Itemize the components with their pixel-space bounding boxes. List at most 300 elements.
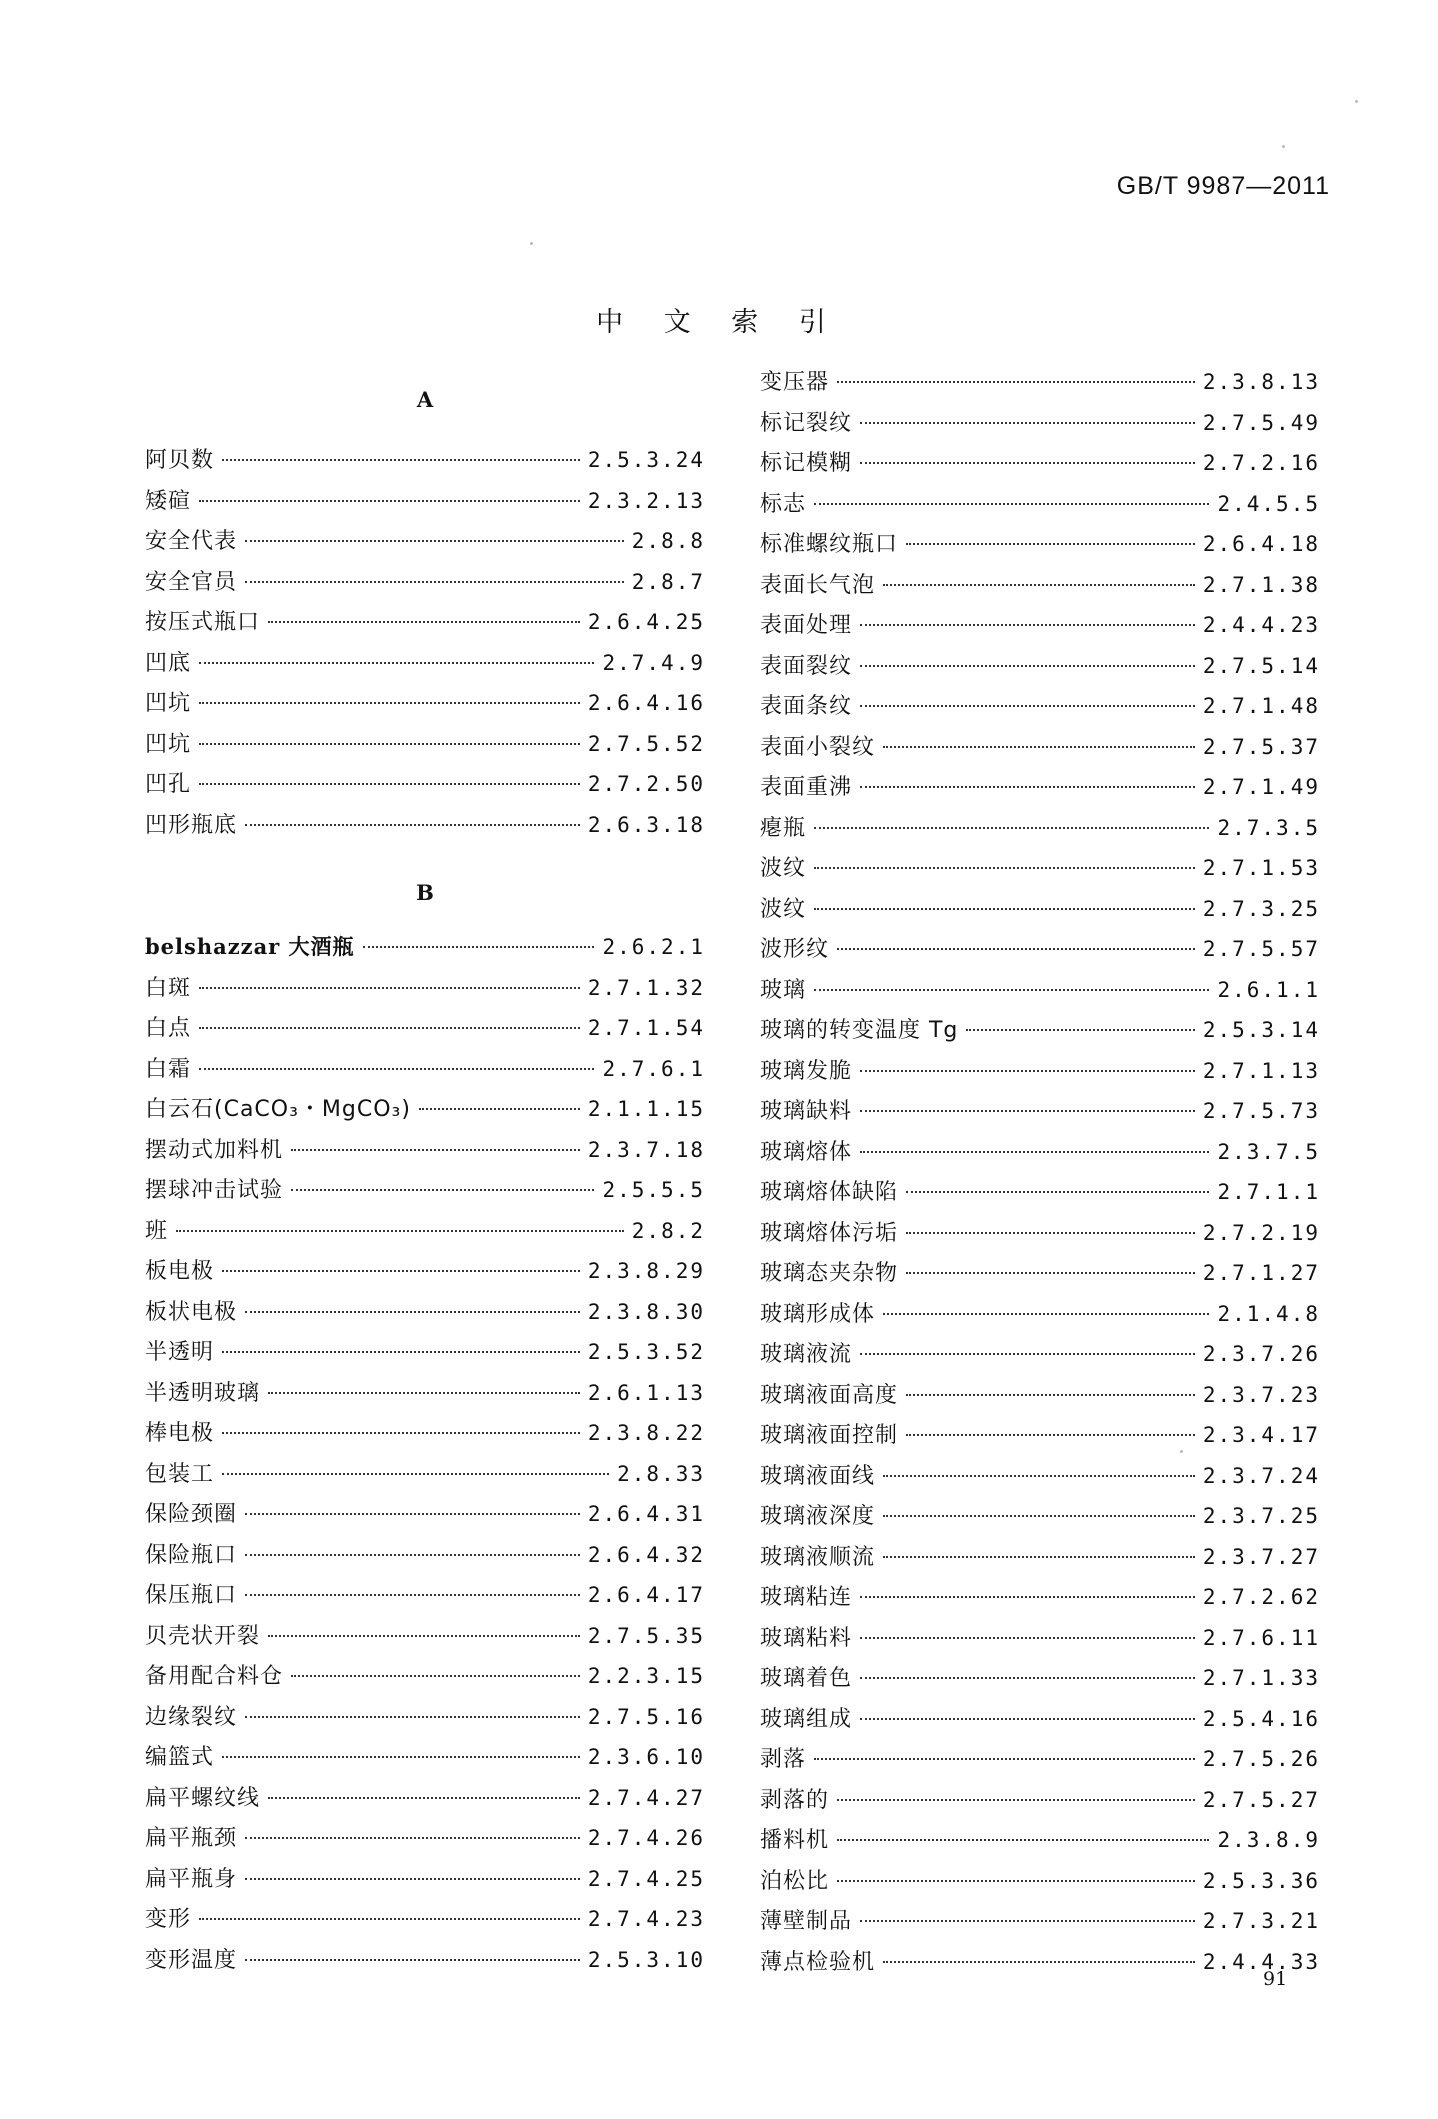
- index-term: 表面小裂纹: [760, 734, 876, 760]
- index-term: 波纹: [760, 896, 807, 922]
- dot-leader: [860, 1637, 1195, 1639]
- index-entry: [145, 1211, 705, 1252]
- clause-number: 2.7.5.14: [1202, 653, 1320, 678]
- index-entry: [760, 1901, 1320, 1942]
- clause-number: 2.5.3.52: [587, 1340, 705, 1364]
- index-entry: [760, 1213, 1320, 1254]
- index-term: 变形温度: [145, 1947, 238, 1973]
- clause-number: 2.8.2: [631, 1218, 705, 1243]
- dot-leader: [245, 1716, 580, 1718]
- index-term: 板电极: [145, 1259, 215, 1284]
- index-entry: [760, 362, 1320, 403]
- index-term: 标准螺纹瓶口: [760, 532, 899, 557]
- index-entry: [760, 1456, 1320, 1497]
- index-entry: [145, 968, 705, 1009]
- index-entry: [760, 1091, 1320, 1132]
- index-entry: [760, 1699, 1320, 1740]
- index-term: 凹坑: [145, 691, 192, 716]
- index-entry: [760, 889, 1320, 930]
- index-entry: [145, 1008, 705, 1049]
- clause-number: 2.7.5.26: [1202, 1747, 1320, 1771]
- index-term: 玻璃液面高度: [760, 1382, 899, 1408]
- index-entry: [760, 970, 1320, 1011]
- clause-number: 2.3.6.10: [587, 1745, 705, 1769]
- dot-leader: [814, 827, 1209, 829]
- index-term: 玻璃形成体: [760, 1301, 876, 1327]
- index-term: 表面重沸: [760, 775, 853, 800]
- dot-leader: [906, 543, 1195, 545]
- index-term: 矮碹: [145, 488, 192, 514]
- index-term: 玻璃的转变温度 Tg: [760, 1018, 959, 1043]
- index-term: 玻璃液面控制: [760, 1423, 899, 1448]
- clause-number: 2.7.3.5: [1217, 815, 1320, 840]
- index-entry: [145, 643, 705, 684]
- clause-number: 2.3.8.30: [587, 1299, 705, 1324]
- dot-leader: [883, 746, 1195, 748]
- clause-number: 2.3.7.27: [1202, 1544, 1320, 1569]
- index-entry: [145, 1413, 705, 1454]
- clause-number: 2.1.1.15: [587, 1097, 705, 1121]
- clause-number: 2.6.4.32: [587, 1542, 705, 1567]
- clause-number: 2.7.3.21: [1202, 1909, 1320, 1933]
- clause-number: 2.7.4.27: [587, 1785, 705, 1810]
- index-entry: [145, 1089, 705, 1130]
- dot-leader: [199, 743, 580, 745]
- clause-number: 2.6.4.25: [587, 610, 705, 634]
- index-term: 半透明玻璃: [145, 1380, 261, 1406]
- index-entry: [145, 927, 705, 968]
- clause-number: 2.7.4.25: [587, 1866, 705, 1891]
- clause-number: 2.6.2.1: [602, 935, 705, 959]
- clause-number: 2.7.1.38: [1202, 572, 1320, 597]
- dot-leader: [906, 1232, 1195, 1234]
- index-entry: [145, 1818, 705, 1859]
- dot-leader: [199, 662, 594, 664]
- index-entry: [760, 1496, 1320, 1537]
- dot-leader: [860, 1920, 1195, 1922]
- index-term: 安全官员: [145, 569, 238, 595]
- clause-number: 2.7.1.1: [1217, 1180, 1320, 1204]
- dot-leader: [245, 1837, 580, 1839]
- clause-number: 2.3.2.13: [587, 488, 705, 513]
- clause-number: 2.7.2.50: [587, 772, 705, 796]
- clause-number: 2.7.6.11: [1202, 1625, 1320, 1650]
- index-entry: [145, 1737, 705, 1778]
- index-entry: [145, 683, 705, 724]
- dot-leader: [245, 581, 624, 583]
- index-term: 波纹: [760, 856, 807, 881]
- clause-number: 2.7.5.57: [1202, 937, 1320, 961]
- index-entry: [145, 1454, 705, 1495]
- dot-leader: [199, 702, 580, 704]
- dot-leader: [860, 462, 1195, 464]
- dot-leader: [837, 1839, 1209, 1841]
- dot-leader: [199, 987, 580, 989]
- clause-number: 2.7.1.33: [1202, 1666, 1320, 1690]
- clause-number: 2.7.1.53: [1202, 856, 1320, 880]
- index-entry: [760, 1942, 1320, 1983]
- dot-leader: [860, 1110, 1195, 1112]
- index-term: 凹坑: [145, 731, 192, 757]
- clause-number: 2.3.7.5: [1217, 1139, 1320, 1164]
- dot-leader: [268, 1635, 580, 1637]
- index-entry: [760, 1618, 1320, 1659]
- index-term: 编篮式: [145, 1745, 215, 1770]
- index-entry: [760, 1172, 1320, 1213]
- section-a-entries: [145, 440, 705, 845]
- index-term: 班: [145, 1218, 169, 1244]
- index-entry: [145, 805, 705, 846]
- index-entry: [760, 565, 1320, 606]
- clause-number: 2.7.1.49: [1202, 775, 1320, 799]
- clause-number: 2.3.4.17: [1202, 1423, 1320, 1447]
- index-entry: [760, 1820, 1320, 1861]
- index-term: 玻璃发脆: [760, 1058, 853, 1084]
- index-term: 扁平螺纹线: [145, 1785, 261, 1811]
- index-column-right: [760, 362, 1320, 1982]
- index-term: 标记模糊: [760, 451, 853, 476]
- dot-leader: [860, 1151, 1209, 1153]
- index-term: 波形纹: [760, 937, 830, 962]
- dot-leader: [176, 1230, 624, 1232]
- scan-speck: [1282, 145, 1285, 148]
- clause-number: 2.8.33: [617, 1461, 705, 1486]
- section-letter-b: B: [416, 880, 434, 905]
- index-entry: [760, 1294, 1320, 1335]
- clause-number: 2.1.4.8: [1217, 1301, 1320, 1326]
- index-entry: [145, 1130, 705, 1171]
- clause-number: 2.3.7.24: [1202, 1463, 1320, 1488]
- index-term: 薄点检验机: [760, 1949, 876, 1975]
- clause-number: 2.7.4.23: [587, 1907, 705, 1931]
- dot-leader: [245, 1594, 580, 1596]
- index-term: 标记裂纹: [760, 410, 853, 436]
- dot-leader: [906, 1394, 1195, 1396]
- index-entry: [760, 848, 1320, 889]
- index-term: 备用配合料仓: [145, 1664, 284, 1689]
- clause-number: 2.7.5.37: [1202, 734, 1320, 759]
- clause-number: 2.3.7.26: [1202, 1342, 1320, 1366]
- dot-leader: [268, 621, 580, 623]
- index-entry: [145, 481, 705, 522]
- clause-number: 2.7.5.16: [587, 1704, 705, 1729]
- clause-number: 2.2.3.15: [587, 1664, 705, 1688]
- dot-leader: [906, 1272, 1195, 1274]
- index-term: 白云石(CaCO₃・MgCO₃): [145, 1097, 411, 1122]
- standard-code: GB/T 9987—2011: [1116, 172, 1330, 200]
- index-term: 白斑: [145, 975, 192, 1001]
- clause-number: 2.7.1.13: [1202, 1058, 1320, 1083]
- index-term: 边缘裂纹: [145, 1704, 238, 1730]
- dot-leader: [860, 1677, 1195, 1679]
- dot-leader: [966, 1029, 1194, 1031]
- dot-leader: [199, 1918, 580, 1920]
- clause-number: 2.6.4.17: [587, 1583, 705, 1607]
- clause-number: 2.5.5.5: [602, 1178, 705, 1202]
- index-entry: [145, 1778, 705, 1819]
- index-entry: [760, 1010, 1320, 1051]
- index-entry: [145, 764, 705, 805]
- dot-leader: [837, 1799, 1195, 1801]
- index-entry: [145, 1251, 705, 1292]
- clause-number: 2.7.1.32: [587, 975, 705, 1000]
- clause-number: 2.4.4.23: [1202, 613, 1320, 637]
- index-term: 按压式瓶口: [145, 610, 261, 635]
- clause-number: 2.6.1.1: [1217, 977, 1320, 1002]
- index-term: 玻璃缺料: [760, 1099, 853, 1124]
- index-entry: [145, 440, 705, 481]
- dot-leader: [268, 1797, 580, 1799]
- index-entry: [760, 929, 1320, 970]
- index-term: 扁平瓶颈: [145, 1826, 238, 1851]
- dot-leader: [883, 1961, 1195, 1963]
- dot-leader: [860, 422, 1195, 424]
- dot-leader: [222, 1432, 580, 1434]
- index-term: 剥落的: [760, 1787, 830, 1813]
- clause-number: 2.7.3.25: [1202, 896, 1320, 921]
- dot-leader: [883, 1556, 1195, 1558]
- index-term: 板状电极: [145, 1299, 238, 1325]
- dot-leader: [883, 1313, 1209, 1315]
- index-term: 表面条纹: [760, 694, 853, 719]
- section-b-entries: [145, 927, 705, 1980]
- clause-number: 2.6.4.16: [587, 691, 705, 715]
- dot-leader: [363, 946, 595, 948]
- clause-number: 2.6.3.18: [587, 812, 705, 837]
- index-term: 贝壳状开裂: [145, 1623, 261, 1649]
- index-entry: [760, 484, 1320, 525]
- index-term: 玻璃液顺流: [760, 1544, 876, 1570]
- dot-leader: [245, 824, 580, 826]
- dot-leader: [199, 1027, 580, 1029]
- index-term: 摆动式加料机: [145, 1137, 284, 1163]
- dot-leader: [291, 1149, 580, 1151]
- index-entry: [145, 1575, 705, 1616]
- clause-number: 2.7.5.35: [587, 1623, 705, 1648]
- clause-number: 2.3.8.29: [587, 1259, 705, 1283]
- index-term: 瘪瓶: [760, 815, 807, 841]
- scan-speck: [1355, 100, 1358, 103]
- index-entry: [760, 1253, 1320, 1294]
- index-entry: [760, 1375, 1320, 1416]
- index-entry: [760, 443, 1320, 484]
- index-entry: [145, 1697, 705, 1738]
- index-term: 玻璃粘连: [760, 1585, 853, 1610]
- section-letter-a: A: [416, 387, 434, 412]
- index-entry: [760, 1780, 1320, 1821]
- index-term: 剥落: [760, 1747, 807, 1772]
- index-term: 玻璃熔体缺陷: [760, 1180, 899, 1205]
- index-entry: [760, 1658, 1320, 1699]
- index-term: 玻璃熔体: [760, 1139, 853, 1165]
- index-term: 变形: [145, 1907, 192, 1932]
- index-entry: [145, 562, 705, 603]
- clause-number: 2.3.8.22: [587, 1421, 705, 1445]
- index-entry: [145, 1859, 705, 1900]
- clause-number: 2.5.4.16: [1202, 1706, 1320, 1731]
- dot-leader: [883, 1475, 1195, 1477]
- index-entry: [760, 767, 1320, 808]
- index-term: 玻璃液深度: [760, 1504, 876, 1529]
- index-term: 玻璃熔体污垢: [760, 1220, 899, 1246]
- clause-number: 2.7.5.49: [1202, 410, 1320, 435]
- index-term: 白点: [145, 1016, 192, 1041]
- index-term: 保险瓶口: [145, 1542, 238, 1568]
- index-term: 摆球冲击试验: [145, 1178, 284, 1203]
- scan-speck: [1180, 1450, 1183, 1453]
- index-entry: [145, 602, 705, 643]
- clause-number: 2.5.3.10: [587, 1947, 705, 1972]
- index-term: 玻璃着色: [760, 1666, 853, 1691]
- index-entry: [145, 1616, 705, 1657]
- clause-number: 2.3.7.18: [587, 1137, 705, 1162]
- clause-number: 2.8.8: [631, 529, 705, 553]
- index-term: 阿贝数: [145, 448, 215, 473]
- dot-leader: [837, 381, 1195, 383]
- index-term: 表面裂纹: [760, 653, 853, 679]
- clause-number: 2.4.4.33: [1202, 1949, 1320, 1974]
- dot-leader: [906, 1191, 1209, 1193]
- clause-number: 2.3.8.9: [1217, 1828, 1320, 1852]
- dot-leader: [860, 665, 1195, 667]
- clause-number: 2.7.1.54: [587, 1016, 705, 1040]
- dot-leader: [883, 584, 1195, 586]
- dot-leader: [245, 1513, 580, 1515]
- index-term: 玻璃: [760, 977, 807, 1003]
- index-entry: [760, 1739, 1320, 1780]
- dot-leader: [814, 908, 1195, 910]
- index-term: 包装工: [145, 1461, 215, 1487]
- dot-leader: [245, 1959, 580, 1961]
- clause-number: 2.6.4.31: [587, 1502, 705, 1526]
- dot-leader: [860, 624, 1195, 626]
- dot-leader: [837, 948, 1195, 950]
- dot-leader: [814, 867, 1195, 869]
- index-term: 凹底: [145, 650, 192, 676]
- index-entry: [145, 521, 705, 562]
- dot-leader: [860, 1353, 1195, 1355]
- index-term: 安全代表: [145, 529, 238, 554]
- dot-leader: [860, 705, 1195, 707]
- dot-leader: [906, 1434, 1195, 1436]
- index-term: 白霜: [145, 1056, 192, 1082]
- right-column-entries: [760, 362, 1320, 1982]
- index-column-left: [145, 380, 705, 1980]
- dot-leader: [199, 500, 580, 502]
- clause-number: 2.7.6.1: [602, 1056, 705, 1081]
- index-entry: [760, 403, 1320, 444]
- dot-leader: [814, 503, 1209, 505]
- index-entry: [145, 1373, 705, 1414]
- dot-leader: [245, 1878, 580, 1880]
- dot-leader: [814, 989, 1209, 991]
- index-term: belshazzar 大酒瓶: [145, 934, 355, 959]
- index-entry: [145, 1535, 705, 1576]
- index-entry: [760, 808, 1320, 849]
- clause-number: 2.5.3.24: [587, 448, 705, 472]
- index-term: 玻璃组成: [760, 1706, 853, 1732]
- dot-leader: [222, 459, 580, 461]
- index-term: 棒电极: [145, 1421, 215, 1446]
- dot-leader: [222, 1351, 580, 1353]
- index-entry: [760, 1132, 1320, 1173]
- index-term: 播料机: [760, 1828, 830, 1853]
- clause-number: 2.5.3.36: [1202, 1868, 1320, 1893]
- index-entry: [760, 1051, 1320, 1092]
- clause-number: 2.7.1.27: [1202, 1261, 1320, 1285]
- dot-leader: [245, 540, 624, 542]
- index-term: 凹孔: [145, 772, 192, 797]
- index-term: 玻璃粘料: [760, 1625, 853, 1651]
- index-entry: [760, 1861, 1320, 1902]
- clause-number: 2.7.5.27: [1202, 1787, 1320, 1812]
- dot-leader: [199, 783, 580, 785]
- dot-leader: [860, 1596, 1195, 1598]
- index-entry: [145, 724, 705, 765]
- dot-leader: [222, 1270, 580, 1272]
- dot-leader: [222, 1756, 580, 1758]
- index-entry: [760, 1537, 1320, 1578]
- clause-number: 2.6.1.13: [587, 1380, 705, 1405]
- clause-number: 2.7.5.73: [1202, 1099, 1320, 1123]
- clause-number: 2.7.1.48: [1202, 694, 1320, 718]
- dot-leader: [268, 1392, 580, 1394]
- dot-leader: [860, 1718, 1195, 1720]
- dot-leader: [814, 1758, 1195, 1760]
- index-term: 保险颈圈: [145, 1502, 238, 1527]
- index-entry: [145, 1899, 705, 1940]
- dot-leader: [199, 1068, 594, 1070]
- dot-leader: [291, 1675, 580, 1677]
- dot-leader: [245, 1554, 580, 1556]
- clause-number: 2.7.5.52: [587, 731, 705, 756]
- index-term: 玻璃液面线: [760, 1463, 876, 1489]
- index-term: 标志: [760, 491, 807, 517]
- dot-leader: [837, 1880, 1195, 1882]
- dot-leader: [860, 786, 1195, 788]
- clause-number: 2.7.4.26: [587, 1826, 705, 1850]
- index-entry: [145, 1656, 705, 1697]
- index-term: 泊松比: [760, 1868, 830, 1894]
- index-entry: [145, 1332, 705, 1373]
- clause-number: 2.4.5.5: [1217, 491, 1320, 516]
- scan-speck: [530, 242, 533, 245]
- index-entry: [145, 1049, 705, 1090]
- index-term: 保压瓶口: [145, 1583, 238, 1608]
- dot-leader: [419, 1108, 580, 1110]
- index-term: 凹形瓶底: [145, 812, 238, 838]
- clause-number: 2.7.2.16: [1202, 451, 1320, 475]
- dot-leader: [245, 1311, 580, 1313]
- index-entry: [760, 686, 1320, 727]
- dot-leader: [222, 1473, 609, 1475]
- dot-leader: [860, 1070, 1195, 1072]
- clause-number: 2.3.8.13: [1202, 370, 1320, 394]
- index-entry: [760, 1577, 1320, 1618]
- page-number: 91: [1263, 1968, 1288, 1990]
- index-term: 表面长气泡: [760, 572, 876, 598]
- dot-leader: [291, 1189, 594, 1191]
- dot-leader: [883, 1515, 1195, 1517]
- index-term: 玻璃态夹杂物: [760, 1261, 899, 1286]
- index-entry: [760, 524, 1320, 565]
- index-entry: [760, 1334, 1320, 1375]
- index-entry: [145, 1292, 705, 1333]
- index-entry: [760, 1415, 1320, 1456]
- page-title: 中 文 索 引: [596, 307, 842, 338]
- clause-number: 2.5.3.14: [1202, 1018, 1320, 1042]
- index-entry: [145, 1170, 705, 1211]
